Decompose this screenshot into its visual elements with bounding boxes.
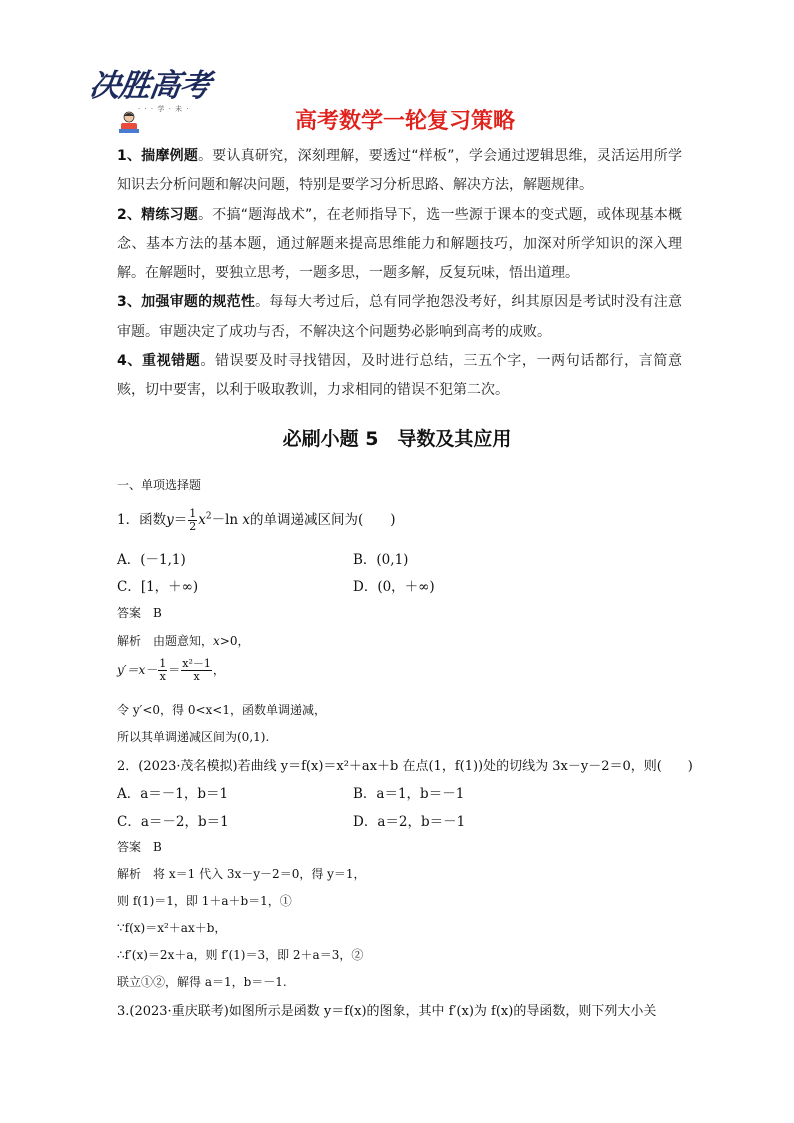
analysis-label: 解析 <box>117 634 142 648</box>
strategy-text: 。每每大考过后，总有同学抱怨没考好，纠其原因是考试时没有注意审题。审题决定了成功与否，不解决这个问题势必影响到高考的成败。 <box>117 294 683 340</box>
q1-option-c: C．[1，＋∞) <box>117 579 199 595</box>
strategy-item <box>117 142 682 201</box>
q1-eq: ＝ <box>173 512 188 528</box>
strategy-item <box>117 347 682 406</box>
analysis-text: 由题意知， <box>153 634 214 648</box>
q3-stem: 3.(2023·重庆联考)如图所示是函数 y＝f(x)的图象，其中 f′(x)为 f(x)的导函数，则下列大小关 <box>117 1004 657 1019</box>
analysis-var: x <box>213 634 220 648</box>
logo-text: 决胜高考 <box>86 68 213 104</box>
derivative-lhs: y′＝x－ <box>117 663 158 677</box>
q2-analysis-4: ∴f′(x)＝2x＋a，则 f′(1)＝3，即 2＋a＝3，② <box>117 948 364 962</box>
section-title: 必刷小题 5 导数及其应用 <box>282 428 512 450</box>
answer-value: B <box>153 606 162 620</box>
q1-option-a: A．(－1,1) <box>117 552 186 568</box>
q2-analysis-2: 则 f(1)＝1，即 1＋a＋b＝1，① <box>117 894 292 908</box>
derivative-end: ， <box>212 663 225 677</box>
strategy-text: 。要认真研究，深刻理解，要透过“样板”，学会通过逻辑思维，灵活运用所学知识去分析问题和解决问题，特别是要学习分析思路、解决方法，解题规律。 <box>117 148 682 194</box>
q1-stem-prefix: 1．函数 <box>117 512 167 528</box>
logo-subtitle: · · · 学 · 未 · <box>138 105 190 113</box>
q1-option-d: D．(0，＋∞) <box>353 579 435 595</box>
q2-analysis-3: ∵f(x)＝x²＋ax＋b， <box>117 921 227 935</box>
derivative-eq: ＝ <box>168 663 181 677</box>
part-title: 一、单项选择题 <box>117 478 202 492</box>
frac-num: 1 <box>159 657 167 670</box>
strategy-label: 1、揣摩例题 <box>117 148 199 164</box>
strategy-list <box>117 142 682 406</box>
analysis-text: 将 x＝1 代入 3x－y－2＝0，得 y＝1， <box>153 867 366 881</box>
q2-answer <box>117 838 162 855</box>
derivative-frac-2 <box>181 658 212 683</box>
q2-analysis-1 <box>117 865 366 882</box>
header-title: 高考数学一轮复习策略 <box>294 109 515 134</box>
strategy-text: 。错误要及时寻找错因，及时进行总结，三五个字，一两句话都行，言简意赅，切中要害，以利于吸取教训，力求相同的错误不犯第二次。 <box>117 353 682 399</box>
q1-analysis-3: 令 y′<0，得 0<x<1，函数单调递减， <box>117 703 326 717</box>
analysis-text: >0， <box>219 634 250 648</box>
answer-value: B <box>153 840 162 854</box>
q2-option-d: D．a＝2，b＝－1 <box>353 814 466 830</box>
q1-x2: x <box>242 512 251 528</box>
q2-option-b: B．a＝1，b＝－1 <box>353 786 465 802</box>
derivative-frac-1 <box>158 658 167 683</box>
q1-minus-ln: －ln <box>211 512 239 528</box>
q1-fraction <box>188 508 197 533</box>
frac-num: x²－1 <box>182 657 211 670</box>
strategy-text: 。不搞“题海战术”，在老师指导下，选一些源于课本的变式题，或体现基本概念、基本方法的基本题，通过解题来提高思维能力和解题技巧，加深对所学知识的深入理解。在解题时，要独立思考，一题多思，一题多解，反复玩味，悟出道理。 <box>117 206 682 282</box>
q1-answer <box>117 604 162 621</box>
q2-stem: 2．(2023·茂名模拟)若曲线 y＝f(x)＝x²＋ax＋b 在点(1，f(1))处的切线为 3x－y－2＝0，则( ) <box>117 759 693 774</box>
strategy-item <box>117 201 682 289</box>
q2-option-a: A．a＝－1，b＝1 <box>117 786 229 802</box>
q1-analysis-4: 所以其单调递减区间为(0,1). <box>117 730 270 744</box>
strategy-label: 3、加强审题的规范性 <box>117 294 256 311</box>
strategy-label: 2、精练习题 <box>117 206 199 223</box>
frac-den: x <box>193 670 200 683</box>
q2-option-c: C．a＝－2，b＝1 <box>117 814 229 830</box>
answer-label: 答案 <box>117 606 142 620</box>
q2-analysis-5: 联立①②，解得 a＝1，b＝－1. <box>117 975 287 989</box>
q1-exp: 2 <box>205 511 212 522</box>
strategy-label: 4、重视错题 <box>117 353 201 370</box>
strategy-item <box>117 288 682 347</box>
q1-stem-suffix: 的单调递减区间为( ) <box>250 512 396 528</box>
q1-x: x <box>198 512 206 528</box>
q1-y: y <box>166 512 174 528</box>
frac-den: x <box>159 670 166 683</box>
analysis-label: 解析 <box>117 867 142 881</box>
answer-label: 答案 <box>117 840 142 854</box>
q1-analysis-1 <box>117 632 250 649</box>
q1-frac-num: 1 <box>189 507 197 520</box>
q1-option-b: B．(0,1) <box>353 552 409 568</box>
q1-derivative <box>117 658 225 683</box>
q1-frac-den: 2 <box>189 520 197 533</box>
q1-stem <box>117 508 396 533</box>
